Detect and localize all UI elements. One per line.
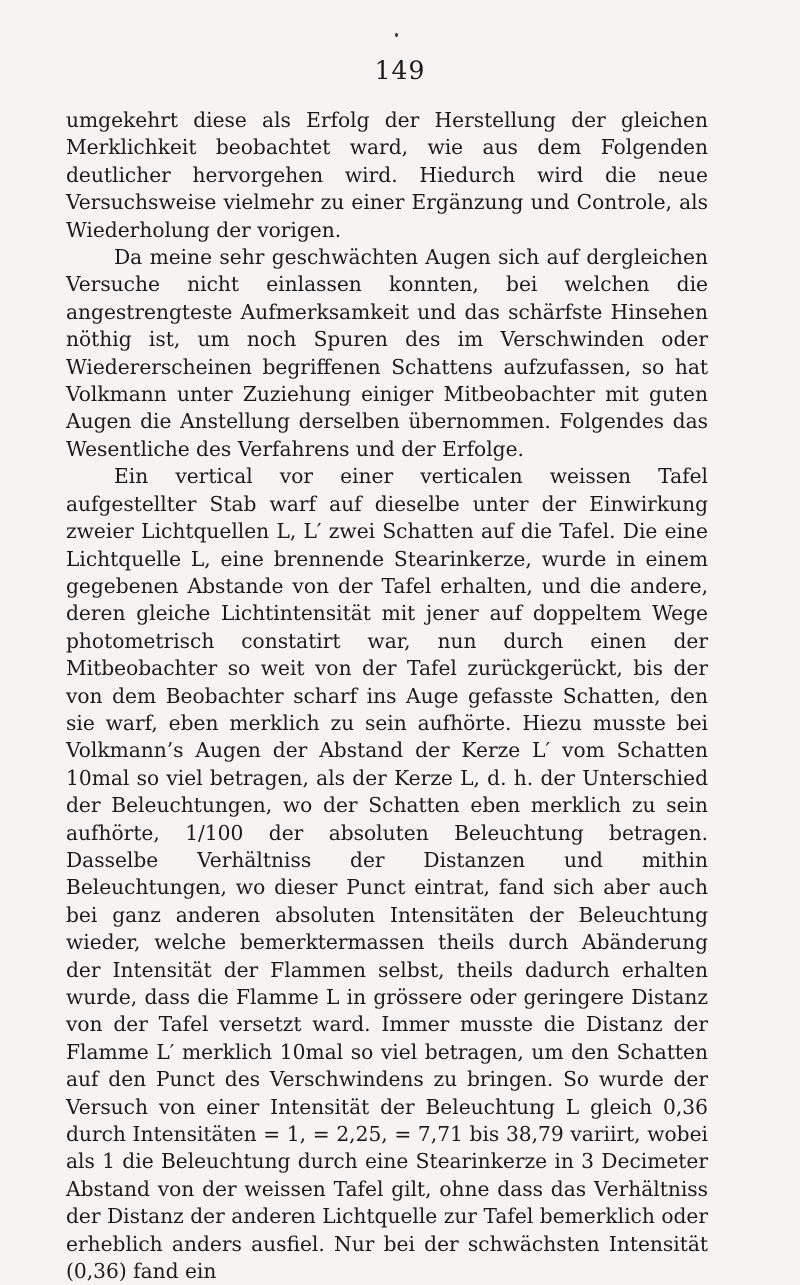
paragraph: Ein vertical vor einer verticalen weissen Tafel aufgestellter Stab warf auf dieselbe unter der Einwirkung zweier Lichtquellen L, L′ zwei Schatten auf die Tafel. Die eine Lichtquelle L, eine brennende Stearinkerze, wurde in einem gegebenen Abstande von der Tafel erhalten, und die andere, deren gleiche Lichtintensität mit jener auf doppeltem Wege photometrisch constatirt war, nun durch einen der Mitbeobachter so weit von der Tafel zurückgerückt, bis der von dem Beobachter scharf ins Auge gefasste Schatten, den sie warf, eben merklich zu sein aufhörte. Hiezu musste bei Volkmann’s Augen der Abstand der Kerze L′ vom Schatten 10mal so viel betragen, als der Kerze L, d. h. der Unterschied der Beleuchtungen, wo der Schatten eben merklich zu sein aufhörte, 1/100 der absoluten Beleuchtung betragen. Dasselbe Verhältniss der Distanzen und mithin Beleuchtungen, wo dieser Punct eintrat, fand sich aber auch bei ganz anderen absoluten Intensitäten der Beleuchtung wieder, welche bemerktermassen theils durch Abänderung der Intensität der Flammen selbst, theils dadurch erhalten wurde, dass die Flamme L in grössere oder geringere Distanz von der Tafel versetzt ward. Immer musste die Distanz der Flamme L′ merklich 10mal so viel betragen, um den Schatten auf den Punct des Verschwindens zu bringen. So wurde der Versuch von einer Intensität der Beleuchtung L gleich 0,36 durch Intensitäten = 1, = 2,25, = 7,71 bis 38,79 variirt, wobei als 1 die Beleuchtung durch eine Stearinkerze in 3 Decimeter Abstand von der weissen Tafel gilt, ohne dass das Verhältniss der Distanz der anderen Lichtquelle zur Tafel bemerklich oder erheblich anders ausfiel. Nur bei der schwächsten Intensität (0,36) fand ein	[66, 464, 708, 1284]
page-number: 149	[374, 56, 426, 85]
body-text	[66, 107, 708, 1285]
paragraph: Da meine sehr geschwächten Augen sich auf dergleichen Versuche nicht einlassen konnten, bei welchen die angestrengteste Aufmerksamkeit und das schärfste Hinsehen nöthig ist, um noch Spuren des im Verschwinden oder Wiedererscheinen begriffenen Schattens aufzufassen, so hat Volkmann unter Zuziehung einiger Mitbeobachter mit guten Augen die Anstellung derselben übernommen. Folgendes das Wesentliche des Verfahrens und der Erfolge.	[66, 245, 708, 461]
paragraph: umgekehrt diese als Erfolg der Herstellung der gleichen Merklichkeit beobachtet ward, wie aus dem Folgenden deutlicher hervorgehen wird. Hiedurch wird die neue Versuchsweise vielmehr zu einer Ergänzung und Controle, als Wiederholung der vorigen.	[66, 108, 708, 242]
ink-speck	[395, 33, 398, 37]
